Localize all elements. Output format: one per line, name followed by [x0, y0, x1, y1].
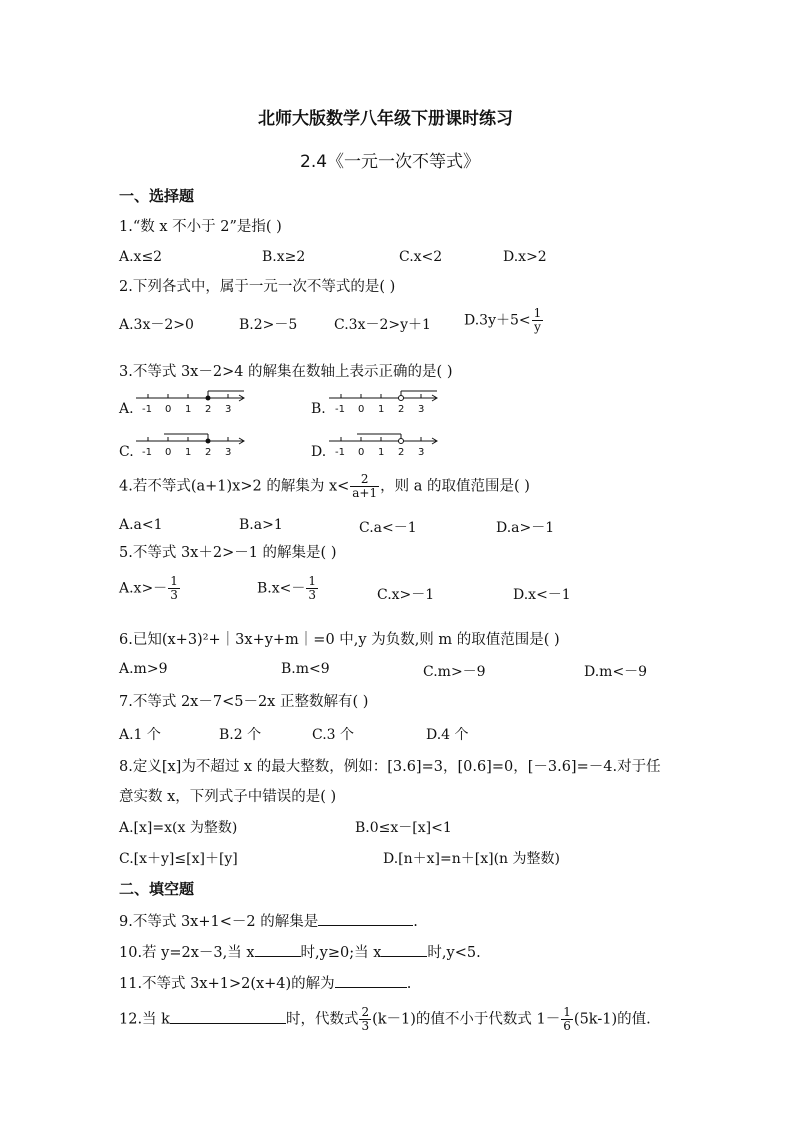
q1-option-d: D.x>2: [503, 249, 547, 265]
svg-text:-1: -1: [142, 447, 152, 458]
q5-option-a: [119, 575, 181, 602]
question-11: [119, 972, 411, 993]
q12-fraction-1: [359, 1006, 371, 1033]
q5-option-b: [257, 575, 319, 602]
q3-number-line-c: [134, 433, 249, 459]
q5-option-d: D.x<－1: [513, 587, 571, 603]
svg-text:2: 2: [205, 447, 212, 458]
q6-option-a: A.m>9: [119, 661, 168, 677]
q6-option-d: D.m<－9: [584, 664, 648, 680]
q7-option-c: C.3 个: [312, 727, 355, 743]
question-7-stem: 7.不等式 2x－7<5－2x 正整数解有( ): [119, 694, 369, 710]
q5-option-b-fraction: [306, 575, 318, 602]
q2-option-d-text: D.3y＋5<: [464, 312, 531, 329]
q8-option-c: C.[x＋y]≤[x]＋[y]: [119, 851, 238, 867]
q5-option-a-text: A.x>－: [119, 580, 168, 597]
svg-text:3: 3: [418, 447, 425, 458]
q10-answer-blank-2[interactable]: [381, 942, 427, 957]
q8-option-d: D.[n＋x]=n＋[x](n 为整数): [383, 851, 560, 867]
q4-option-a: A.a<1: [119, 517, 163, 533]
question-2-stem: 2.下列各式中，属于一元一次不等式的是( ): [119, 279, 396, 295]
q8-option-a: A.[x]=x(x 为整数): [119, 820, 238, 836]
fraction-numerator: 1: [170, 574, 178, 588]
svg-text:2: 2: [205, 404, 212, 415]
section-heading-choice: 一、选择题: [119, 187, 195, 205]
q7-option-a: A.1 个: [119, 727, 161, 743]
question-1-stem: 1.“数 x 不小于 2”是指( ): [119, 219, 282, 235]
q3-number-line-b: [327, 390, 442, 416]
fraction-denominator: 6: [563, 1019, 571, 1033]
fraction-numerator: 2: [361, 1005, 370, 1019]
question-4-stem: [119, 473, 530, 500]
q12-answer-blank[interactable]: [170, 1009, 286, 1024]
section-heading-fill-in: 二、填空题: [119, 880, 195, 898]
fraction-numerator: 1: [533, 306, 542, 320]
q7-option-d: D.4 个: [426, 727, 469, 743]
q12-text: 12.当 k: [119, 1011, 170, 1028]
q3-number-line-d: [327, 433, 442, 459]
q5-option-a-fraction: [168, 575, 180, 602]
q2-option-d-fraction: [532, 307, 544, 334]
q4-option-d: D.a>－1: [496, 520, 555, 536]
svg-text:3: 3: [418, 404, 425, 415]
page-title: 北师大版数学八年级下册课时练习: [258, 109, 513, 129]
svg-text:-1: -1: [335, 447, 345, 458]
svg-text:0: 0: [165, 447, 172, 458]
svg-text:3: 3: [225, 447, 232, 458]
svg-text:1: 1: [185, 404, 192, 415]
q9-text: 9.不等式 3x+1<－2 的解集是: [119, 914, 319, 930]
fraction-denominator: a+1: [352, 486, 378, 500]
fraction-numerator: 1: [563, 1005, 571, 1019]
svg-text:2: 2: [398, 447, 405, 458]
q12-text-end: (5k-1)的值.: [573, 1011, 651, 1028]
fraction-numerator: 2: [350, 473, 379, 487]
page-subtitle: 2.4《一元一次不等式》: [300, 152, 481, 172]
question-5-stem: 5.不等式 3x＋2>－1 的解集是( ): [119, 545, 337, 561]
svg-text:2: 2: [398, 404, 405, 415]
fraction-denominator: 3: [308, 588, 317, 602]
q3-option-a-label: A.: [119, 401, 134, 417]
svg-text:0: 0: [358, 404, 365, 415]
question-6-stem: 6.已知(x+3)²+｜3x+y+m｜=0 中,y 为负数,则 m 的取值范围是( ): [119, 632, 560, 648]
q4-stem-pre: 4.若不等式(a+1)x>2 的解集为 x<: [119, 478, 350, 495]
fraction-denominator: 3: [361, 1019, 370, 1033]
svg-text:1: 1: [378, 447, 385, 458]
question-3-stem: 3.不等式 3x－2>4 的解集在数轴上表示正确的是( ): [119, 364, 453, 380]
question-12: [119, 1006, 651, 1033]
q3-number-line-a: [134, 390, 249, 416]
q2-option-c: C.3x－2>y＋1: [334, 317, 431, 333]
svg-text:1: 1: [185, 447, 192, 458]
fraction-denominator: 3: [170, 588, 178, 602]
question-8-stem-line1: 8.定义[x]为不超过 x 的最大整数，例如：[3.6]=3，[0.6]=0，[－3.6]=－4.对于任: [119, 759, 661, 775]
q3-option-b-label: B.: [311, 401, 326, 417]
q9-answer-blank[interactable]: [318, 911, 413, 926]
q9-text-end: .: [413, 914, 418, 930]
q10-text-mid: 时,y≥0;当 x: [300, 945, 382, 961]
question-8-stem-line2: 意实数 x，下列式子中错误的是( ): [119, 789, 337, 805]
svg-text:-1: -1: [335, 404, 345, 415]
q4-stem-post: ，则 a 的取值范围是( ): [380, 478, 530, 495]
q7-option-b: B.2 个: [219, 727, 262, 743]
q12-text-mid2: (k－1)的值不小于代数式 1－: [372, 1011, 561, 1028]
question-9: [119, 910, 418, 931]
svg-text:0: 0: [358, 447, 365, 458]
q5-option-b-text: B.x<－: [257, 580, 306, 597]
q12-fraction-2: [561, 1006, 573, 1033]
q6-option-b: B.m<9: [281, 661, 330, 677]
q1-option-c: C.x<2: [399, 249, 443, 265]
q10-text-end: 时,y<5.: [427, 945, 481, 961]
q2-option-a: A.3x－2>0: [119, 317, 194, 333]
question-10: [119, 941, 481, 962]
q4-fraction: [350, 473, 379, 500]
q10-answer-blank-1[interactable]: [255, 942, 301, 957]
fraction-denominator: y: [534, 320, 541, 334]
svg-text:0: 0: [165, 404, 172, 415]
svg-text:1: 1: [378, 404, 385, 415]
q3-option-c-label: C.: [119, 444, 134, 460]
fraction-numerator: 1: [308, 574, 317, 588]
q1-option-b: B.x≥2: [262, 249, 306, 265]
q2-option-b: B.2>－5: [239, 317, 298, 333]
q8-option-b: B.0≤x－[x]<1: [355, 820, 452, 836]
q11-text-end: .: [406, 976, 412, 992]
q5-option-c: C.x>－1: [377, 587, 435, 603]
q2-option-d: [464, 307, 544, 334]
q11-answer-blank[interactable]: [335, 973, 407, 988]
q10-text: 10.若 y=2x－3,当 x: [119, 945, 255, 961]
q1-option-a: A.x≤2: [119, 249, 163, 265]
q3-option-d-label: D.: [311, 444, 327, 460]
q6-option-c: C.m>－9: [423, 664, 486, 680]
q12-text-mid: 时，代数式: [285, 1011, 359, 1028]
svg-text:3: 3: [225, 404, 232, 415]
q4-option-c: C.a<－1: [359, 520, 417, 536]
svg-text:-1: -1: [142, 404, 152, 415]
q11-text: 11.不等式 3x+1>2(x+4)的解为: [119, 976, 335, 992]
q4-option-b: B.a>1: [239, 517, 283, 533]
